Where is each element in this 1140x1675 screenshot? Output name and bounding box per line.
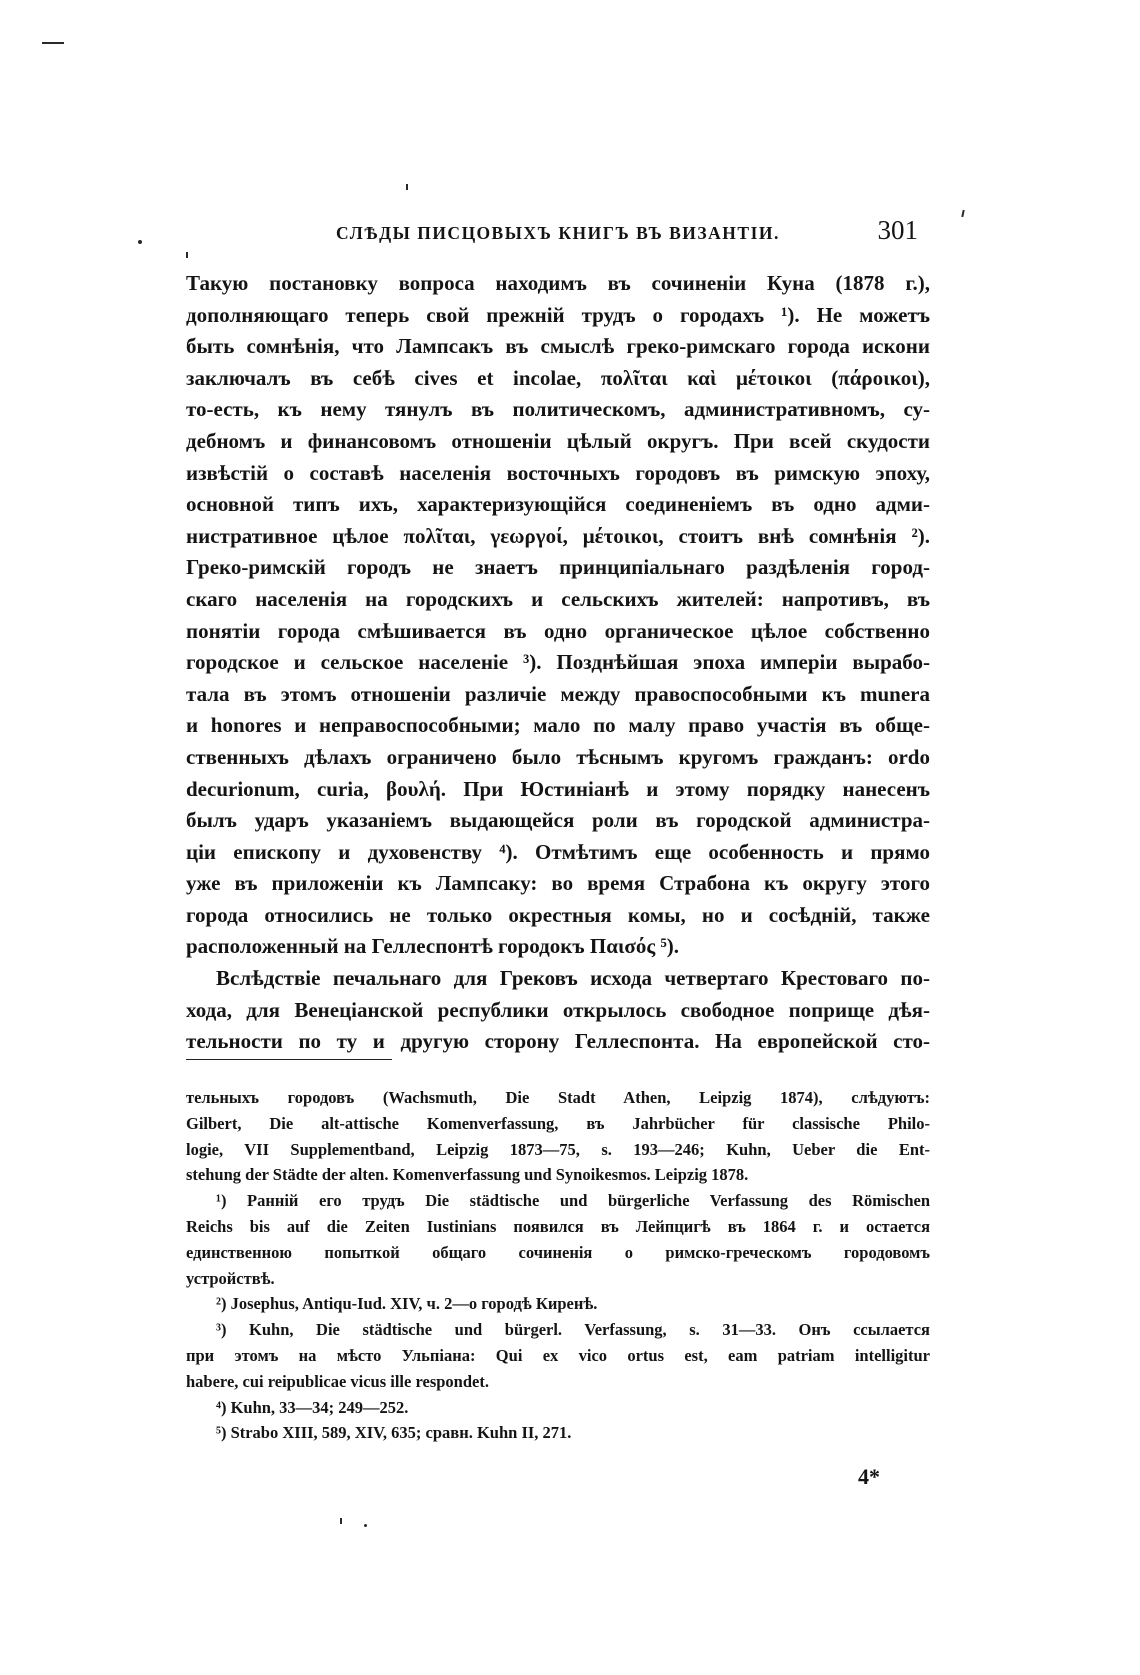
scan-speck xyxy=(340,1518,342,1524)
footnote-line: Gilbert, Die alt-attische Komenverfassung, въ Jahrbücher für classische Philo- xyxy=(186,1113,930,1133)
text-line: тала въ этомъ отношеніи различіе между правоспособными къ munera xyxy=(186,681,930,706)
scan-speck xyxy=(406,184,408,190)
text-line: дополняющаго теперь свой прежній трудъ о городахъ ¹). Не можетъ xyxy=(186,302,930,327)
footnotes xyxy=(186,1085,930,1446)
footnote-line: logie, VII Supplementband, Leipzig 1873—75, s. 193—246; Kuhn, Ueber die Ent- xyxy=(186,1139,930,1159)
text-line: ственныхъ дѣлахъ ограничено было тѣснымъ кругомъ гражданъ: ordo xyxy=(186,744,930,769)
text-line: тельности по ту и другую сторону Геллеспонта. На европейской сто- xyxy=(186,1029,930,1054)
footnote-line: Reichs bis auf die Zeiten Iustinians появился въ Лейпцигѣ въ 1864 г. и остается xyxy=(186,1216,930,1236)
text-line: городское и сельское населеніе ³). Позднѣйшая эпоха имперіи вырабо- xyxy=(186,650,930,675)
page-number: 301 xyxy=(877,215,918,245)
running-title: СЛѢДЫ ПИСЦОВЫХЪ КНИГЪ ВЪ ВИЗАНТІИ. xyxy=(336,223,780,243)
text-line: города относились не только окрестныя комы, но и сосѣдній, также xyxy=(186,902,930,927)
text-line: расположенный на Геллеспонтѣ городокъ Παισός ⁵). xyxy=(186,934,679,959)
page-header xyxy=(186,215,926,251)
footnote-line: ⁴) Kuhn, 33—34; 249—252. xyxy=(216,1397,409,1417)
main-text xyxy=(186,268,930,1058)
footnote-line: ²) Josephus, Antiqu-Iud. XIV, ч. 2—о городѣ Киренѣ. xyxy=(216,1294,598,1314)
footnote-line: ³) Kuhn, Die städtische und bürgerl. Verfassung, s. 31—33. Онъ ссылается xyxy=(216,1320,930,1340)
text-line: уже въ приложеніи къ Лампсаку: во время Страбона къ округу этого xyxy=(186,871,930,896)
text-line: хода, для Венеціанской республики открылось свободное поприще дѣя- xyxy=(186,997,930,1022)
text-line: Вслѣдствіе печальнаго для Грековъ исхода четвертаго Крестоваго по- xyxy=(216,966,930,991)
footnote-line: устройствѣ. xyxy=(186,1268,275,1288)
text-line: нистративное цѣлое πολῖται, γεωργοί, μέτοικοι, стоитъ внѣ сомнѣнія ²). xyxy=(186,523,930,548)
footnote-line: habere, cui reipublicae vicus ille respondet. xyxy=(186,1371,489,1391)
footnote-line: единственною попыткой общаго сочиненія о римско-греческомъ городовомъ xyxy=(186,1242,930,1262)
footnote-separator xyxy=(186,1059,392,1060)
scan-speck xyxy=(364,1524,367,1527)
signature-mark: 4* xyxy=(858,1464,880,1489)
scan-speck xyxy=(186,252,188,258)
text-line: дебномъ и финансовомъ отношеніи цѣлый округъ. При всей скудости xyxy=(186,428,930,453)
footnote-line: stehung der Städte der alten. Komenverfassung und Synoikesmos. Leipzig 1878. xyxy=(186,1165,749,1185)
text-line: Такую постановку вопроса находимъ въ сочиненіи Куна (1878 г.), xyxy=(186,271,930,295)
footnote-line: ¹) Ранній его трудъ Die städtische und bürgerliche Verfassung des Römischen xyxy=(216,1191,930,1211)
text-line: ціи епископу и духовенству ⁴). Отмѣтимъ еще особенность и прямо xyxy=(186,839,930,864)
text-line: и honores и неправоспособными; мало по малу право участія въ обще- xyxy=(186,713,930,738)
scan-speck xyxy=(961,210,964,217)
text-line: былъ ударъ указаніемъ выдающейся роли въ городской администра- xyxy=(186,808,930,833)
text-line: заключалъ въ себѣ cives et incolae, πολῖται καὶ μέτοικοι (πάροικοι), xyxy=(186,365,930,390)
text-line: Греко-римскій городъ не знаетъ принципіальнаго раздѣленія город- xyxy=(186,555,930,580)
footnote-line: при этомъ на мѣсто Ульпіана: Qui ex vico ortus est, eam patriam intelligitur xyxy=(186,1345,930,1365)
text-line: быть сомнѣнія, что Лампсакъ въ смыслѣ греко-римскаго города искони xyxy=(186,334,930,359)
text-line: понятіи города смѣшивается въ одно органическое цѣлое собственно xyxy=(186,618,930,643)
footnote-line: ⁵) Strabo XIII, 589, XIV, 635; сравн. Kuhn II, 271. xyxy=(216,1423,572,1443)
text-line: то-есть, къ нему тянулъ въ политическомъ, административномъ, су- xyxy=(186,397,930,422)
footnote-line: тельныхъ городовъ (Wachsmuth, Die Stadt Athen, Leipzig 1874), слѣдуютъ: xyxy=(186,1088,930,1107)
scan-corner-rule xyxy=(42,42,64,44)
text-line: decurionum, curia, βουλή. При Юстиніанѣ и этому порядку нанесенъ xyxy=(186,776,930,801)
text-line: скаго населенія на городскихъ и сельскихъ жителей: напротивъ, въ xyxy=(186,586,930,611)
text-line: извѣстій о составѣ населенія восточныхъ городовъ въ римскую эпоху, xyxy=(186,460,930,485)
text-line: основной типъ ихъ, характеризующійся соединеніемъ въ одно адми- xyxy=(186,492,930,517)
scan-speck xyxy=(138,240,142,244)
